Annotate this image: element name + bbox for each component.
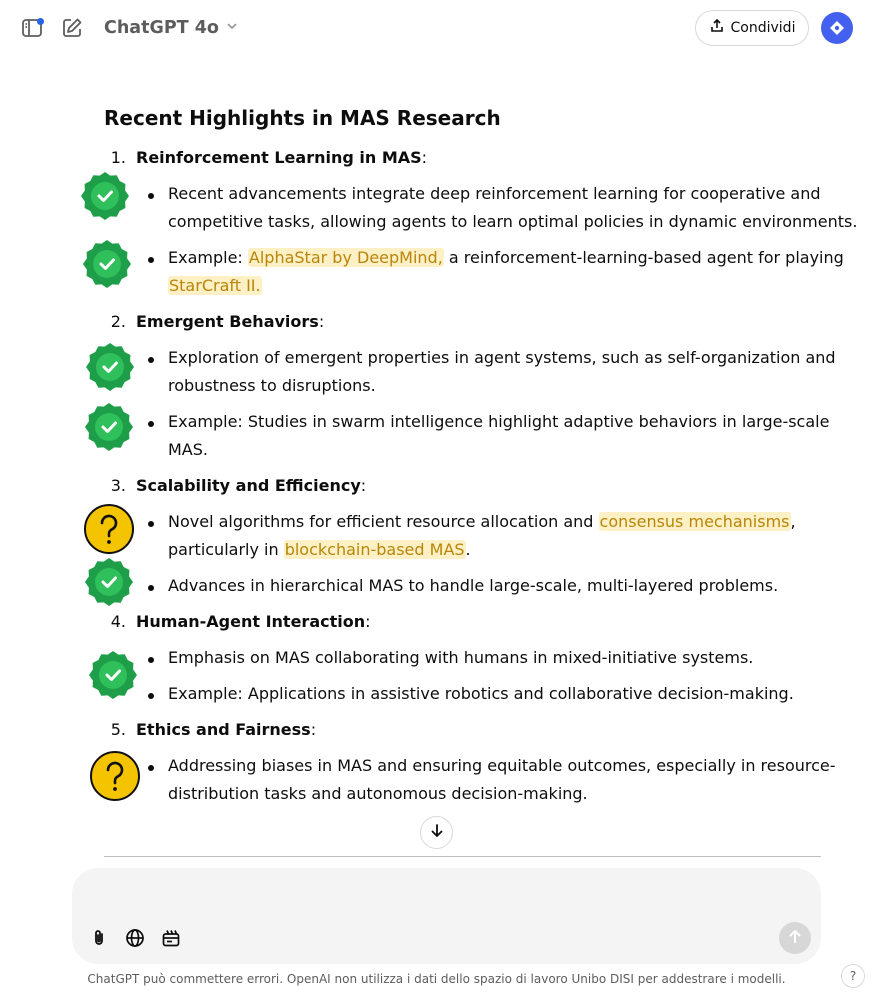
bullet <box>148 193 154 199</box>
bullet-text: Novel algorithms for efficient resource allocation and consensus mechanisms, <box>168 512 796 531</box>
section-heading: Ethics and Fairness: <box>136 720 317 739</box>
bullet <box>148 421 154 427</box>
bullet-text <box>168 272 262 300</box>
new-chat-icon[interactable] <box>58 14 86 42</box>
arrow-down-icon <box>429 823 445 843</box>
bullet <box>148 357 154 363</box>
bullet <box>148 657 154 663</box>
verified-check-badge-icon[interactable] <box>83 556 135 608</box>
message-composer[interactable] <box>72 868 821 964</box>
list-number: 5. <box>110 720 126 739</box>
highlighted-claim[interactable]: StarCraft II. <box>169 276 261 295</box>
user-avatar[interactable] <box>821 12 853 44</box>
verified-check-badge-icon[interactable] <box>81 238 133 290</box>
bullet-text: robustness to disruptions. <box>168 376 376 395</box>
bullet <box>148 693 154 699</box>
model-selector[interactable] <box>104 16 239 40</box>
arrow-up-icon <box>787 928 803 948</box>
share-icon <box>709 18 725 38</box>
help-button[interactable]: ? <box>841 964 865 988</box>
bullet <box>148 765 154 771</box>
share-button[interactable] <box>695 10 809 46</box>
section-heading: Scalability and Efficiency: <box>136 476 367 495</box>
bullet-text: Example: Studies in swarm intelligence highlight adaptive behaviors in large-scale <box>168 412 830 431</box>
list-number: 1. <box>110 148 126 167</box>
divider <box>104 856 821 857</box>
globe-icon[interactable] <box>123 926 147 950</box>
list-number: 4. <box>110 612 126 631</box>
bullet <box>148 257 154 263</box>
section-heading: Emergent Behaviors: <box>136 312 325 331</box>
section-heading: Reinforcement Learning in MAS: <box>136 148 428 167</box>
tools-icon[interactable] <box>159 926 183 950</box>
bullet-text: Emphasis on MAS collaborating with humans in mixed-initiative systems. <box>168 648 754 667</box>
verified-check-badge-icon[interactable] <box>83 401 135 453</box>
top-bar <box>0 0 873 56</box>
section-heading: Human-Agent Interaction: <box>136 612 371 631</box>
message-heading: Recent Highlights in MAS Research <box>104 106 501 130</box>
bullet <box>148 585 154 591</box>
verified-check-badge-icon[interactable] <box>79 170 131 222</box>
highlighted-claim[interactable]: consensus mechanisms <box>599 512 790 531</box>
send-button[interactable] <box>779 922 811 954</box>
bullet-text: Advances in hierarchical MAS to handle large-scale, multi-layered problems. <box>168 576 779 595</box>
bullet-text: MAS. <box>168 440 208 459</box>
verified-check-badge-icon[interactable] <box>84 341 136 393</box>
bullet-text: Example: Applications in assistive robotics and collaborative decision-making. <box>168 684 794 703</box>
question-mark-badge-icon[interactable] <box>89 750 141 802</box>
bullet-text: Example: AlphaStar by DeepMind, a reinforcement-learning-based agent for playing <box>168 248 844 267</box>
question-mark-badge-icon[interactable] <box>83 503 135 555</box>
disclaimer-text: ChatGPT può commettere errori. OpenAI non utilizza i dati dello spazio di lavoro Unibo DISI per addestrare i modelli. <box>87 972 786 986</box>
list-number: 3. <box>110 476 126 495</box>
highlighted-claim[interactable]: AlphaStar by DeepMind, <box>248 248 443 267</box>
bullet-text: particularly in blockchain-based MAS. <box>168 540 471 559</box>
bullet-text: Exploration of emergent properties in agent systems, such as self-organization and <box>168 348 836 367</box>
chevron-down-icon <box>225 18 239 38</box>
highlighted-claim[interactable]: blockchain-based MAS <box>284 540 465 559</box>
model-name: ChatGPT 4o <box>104 18 219 38</box>
paperclip-icon[interactable] <box>87 926 111 950</box>
share-label: Condividi <box>730 20 796 36</box>
bullet-text: competitive tasks, allowing agents to learn optimal policies in dynamic environments. <box>168 212 858 231</box>
bullet <box>148 521 154 527</box>
bullet-text: Addressing biases in MAS and ensuring equitable outcomes, especially in resource- <box>168 756 836 775</box>
bullet-text: Recent advancements integrate deep reinforcement learning for cooperative and <box>168 184 821 203</box>
notification-dot <box>37 18 44 25</box>
verified-check-badge-icon[interactable] <box>87 649 139 701</box>
scroll-to-bottom-button[interactable] <box>420 816 453 849</box>
bullet-text: distribution tasks and autonomous decision-making. <box>168 784 588 803</box>
list-number: 2. <box>110 312 126 331</box>
